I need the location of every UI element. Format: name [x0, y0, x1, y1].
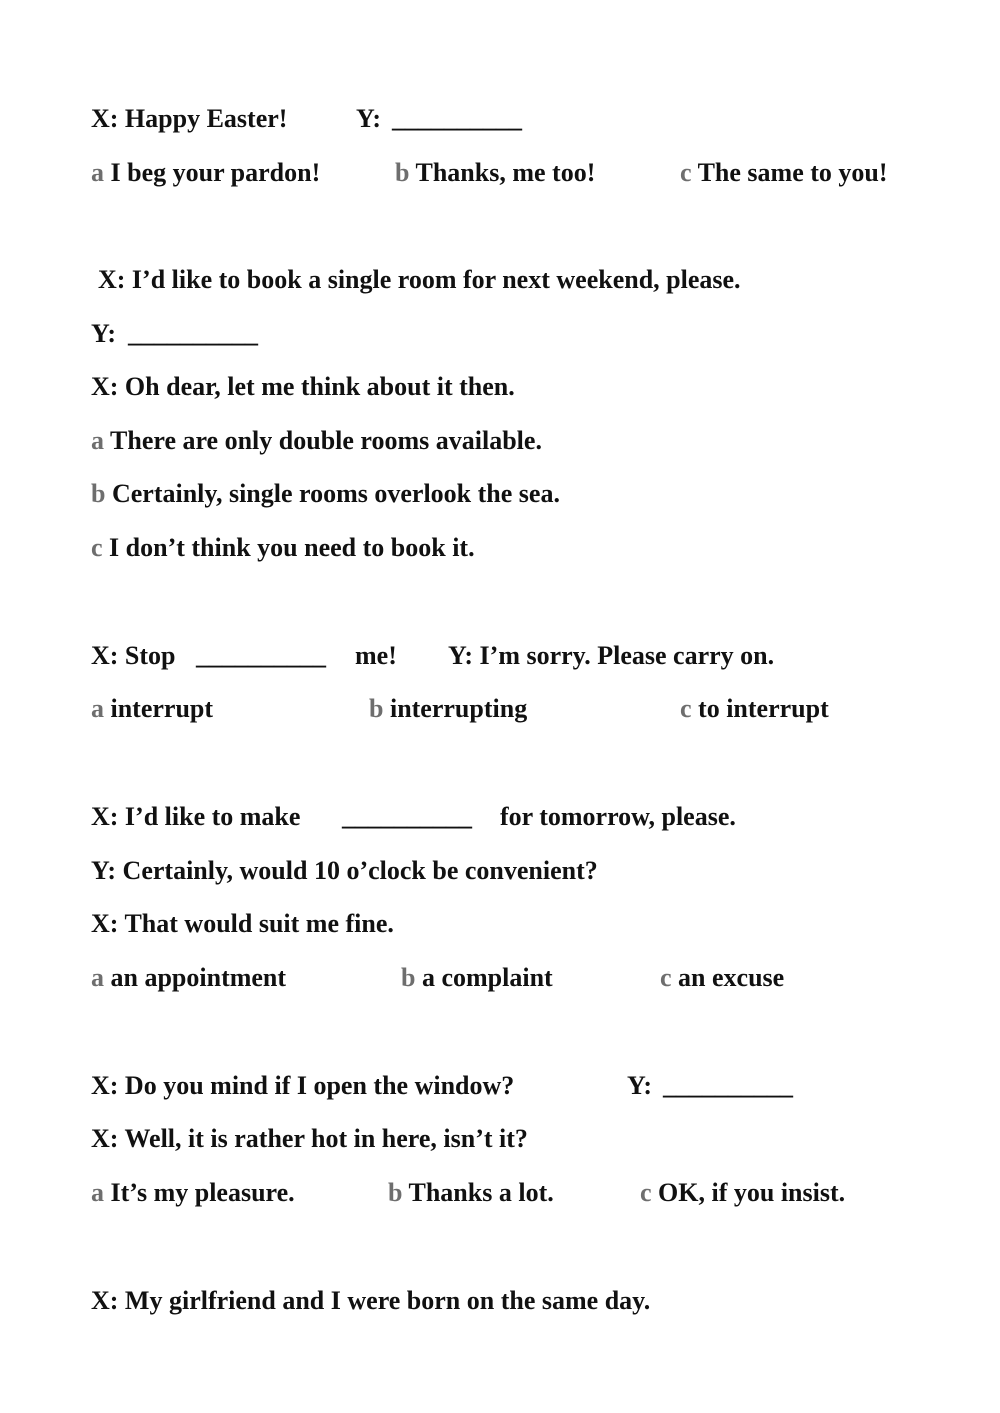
q4-option-b[interactable]: b a complaint: [401, 963, 553, 992]
q4-line-3: X: That would suit me fine.: [91, 909, 394, 938]
q4-option-a[interactable]: a an appointment: [91, 963, 287, 992]
q2-option-b[interactable]: b Certainly, single rooms overlook the sea.: [91, 479, 560, 508]
q1-y-label: Y:: [356, 104, 382, 133]
q3-reply: Y: I’m sorry. Please carry on.: [448, 641, 775, 670]
q2-option-a[interactable]: a There are only double rooms available.: [91, 426, 542, 455]
q3-answer-blank[interactable]: __________: [196, 641, 326, 670]
q6-line-1: X: My girlfriend and I were born on the same day.: [91, 1286, 651, 1315]
q4-answer-blank[interactable]: __________: [342, 802, 472, 831]
q5-option-b[interactable]: b Thanks a lot.: [388, 1178, 554, 1207]
q5-option-a[interactable]: a It’s my pleasure.: [91, 1178, 295, 1207]
q5-line-2: X: Well, it is rather hot in here, isn’t it?: [91, 1124, 528, 1153]
q1-option-b[interactable]: b Thanks, me too!: [395, 158, 596, 187]
q2-line-1: X: I’d like to book a single room for next weekend, please.: [98, 265, 741, 294]
q1-option-c[interactable]: c The same to you!: [680, 158, 888, 187]
q5-x-text: X: Do you mind if I open the window?: [91, 1071, 515, 1100]
q1-x-text: X: Happy Easter!: [91, 104, 288, 133]
q3-before: X: Stop: [91, 641, 176, 670]
q3-option-b[interactable]: b interrupting: [369, 694, 528, 723]
q2-line-3: X: Oh dear, let me think about it then.: [91, 372, 515, 401]
q4-after: for tomorrow, please.: [500, 802, 736, 831]
q2-y-label: Y:: [91, 319, 117, 348]
q5-y-label: Y:: [627, 1071, 653, 1100]
q5-option-c[interactable]: c OK, if you insist.: [640, 1178, 846, 1207]
q2-answer-blank[interactable]: __________: [128, 319, 258, 348]
q2-option-c[interactable]: c I don’t think you need to book it.: [91, 533, 475, 562]
q3-option-a[interactable]: a interrupt: [91, 694, 214, 723]
q4-line-2: Y: Certainly, would 10 o’clock be convenient?: [91, 856, 598, 885]
q3-after: me!: [355, 641, 397, 670]
q5-answer-blank[interactable]: __________: [663, 1071, 793, 1100]
q4-option-c[interactable]: c an excuse: [660, 963, 785, 992]
q1-answer-blank[interactable]: __________: [392, 104, 522, 133]
q3-option-c[interactable]: c to interrupt: [680, 694, 829, 723]
q4-before: X: I’d like to make: [91, 802, 301, 831]
q1-option-a[interactable]: a I beg your pardon!: [91, 158, 321, 187]
